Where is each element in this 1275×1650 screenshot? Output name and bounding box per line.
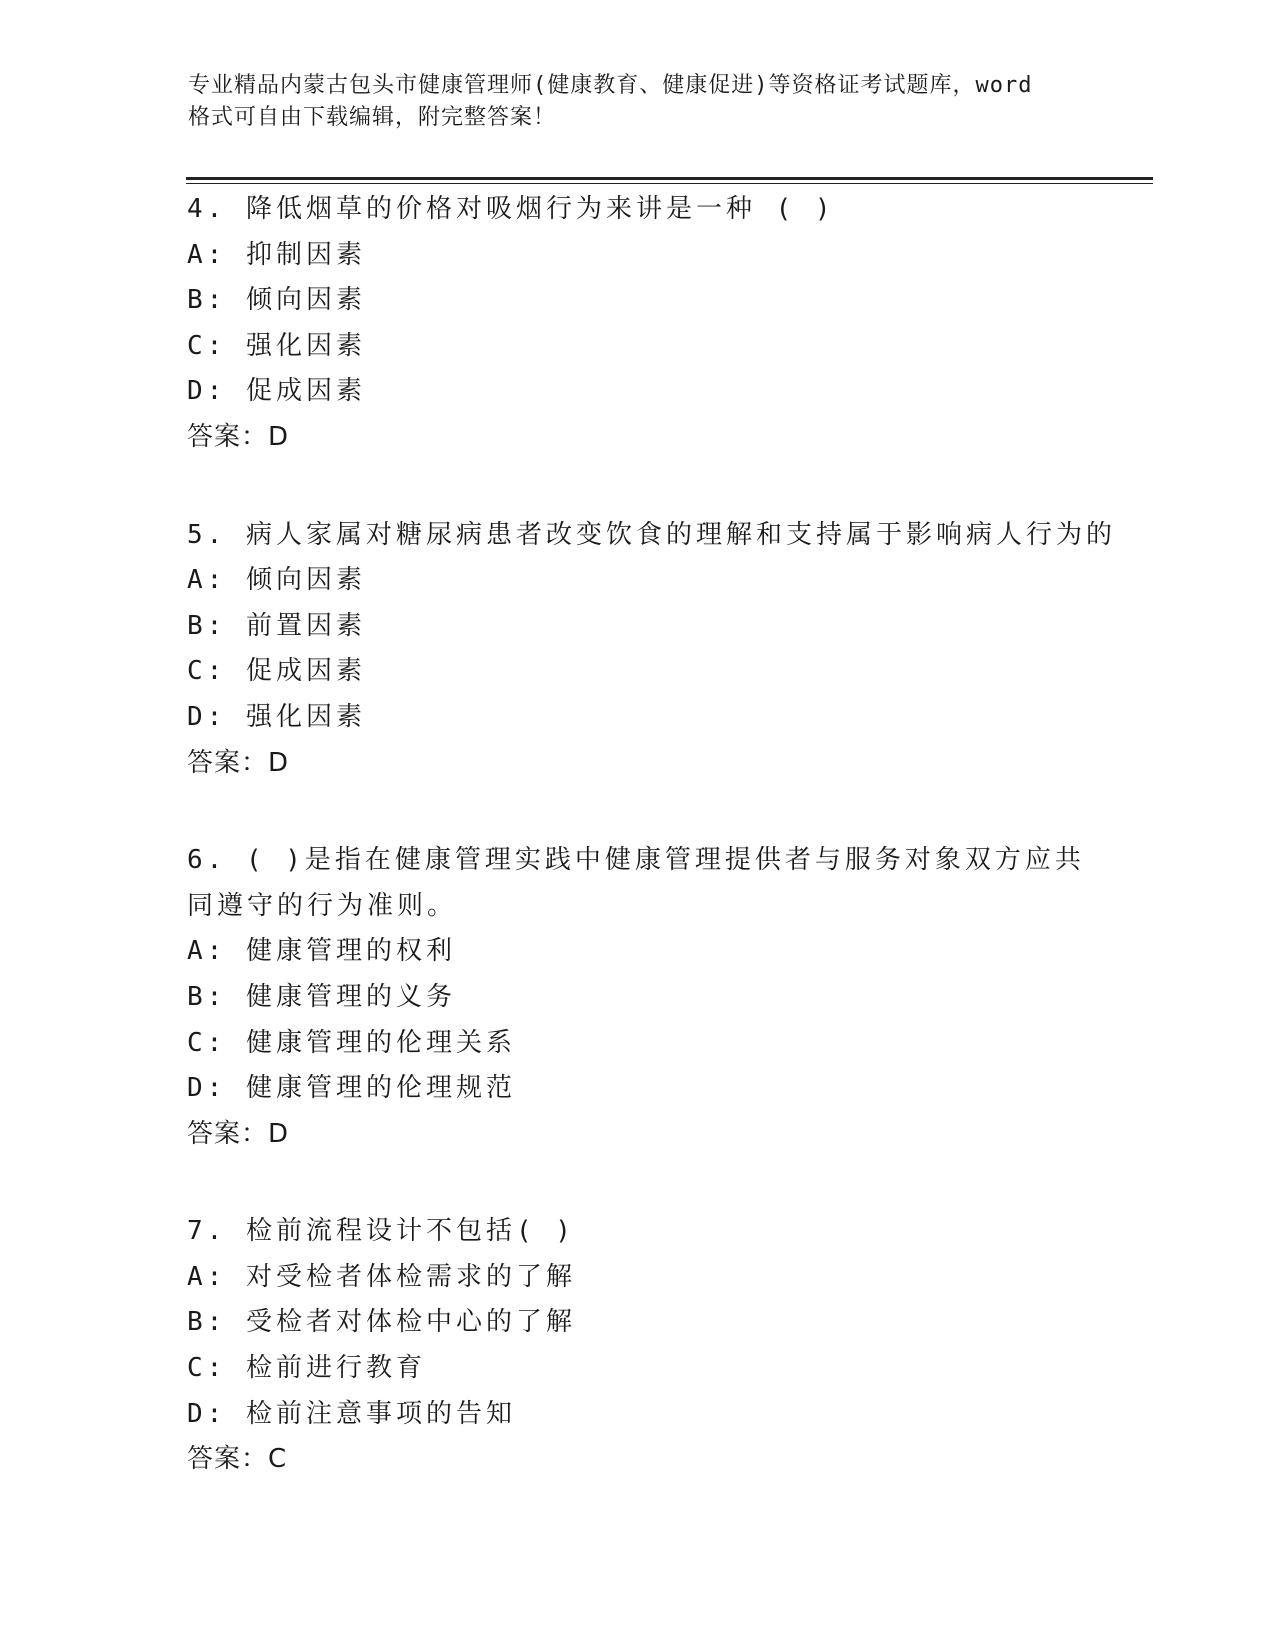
question-option: C: 强化因素 <box>187 330 366 361</box>
question-option: D: 强化因素 <box>187 701 366 732</box>
question-option: B: 受检者对体检中心的了解 <box>187 1307 576 1338</box>
question-stem: 4. 降低烟草的价格对吸烟行为来讲是一种 ( ) <box>187 194 835 224</box>
question-option: B: 倾向因素 <box>187 285 366 316</box>
question-option: A: 倾向因素 <box>187 565 366 596</box>
question-option: D: 健康管理的伦理规范 <box>187 1073 516 1104</box>
question-option: D: 检前注意事项的告知 <box>187 1398 516 1429</box>
question-stem: 6. ( )是指在健康管理实践中健康管理提供者与服务对象双方应共 <box>187 845 1085 876</box>
answer-line: 答案：D <box>187 421 290 452</box>
question-option: D: 促成因素 <box>187 376 366 407</box>
question-stem: 7. 检前流程设计不包括( ) <box>187 1216 575 1247</box>
answer-line: 答案：C <box>187 1444 288 1475</box>
header-divider-thin <box>186 183 1153 184</box>
question-block <box>187 513 1116 787</box>
question-list <box>187 187 1116 1483</box>
question-option: A: 抑制因素 <box>187 239 366 270</box>
header-divider-thick <box>186 177 1153 180</box>
question-block <box>187 838 1087 1157</box>
question-option: C: 检前进行教育 <box>187 1353 426 1384</box>
question-block <box>187 187 1087 461</box>
answer-line: 答案：D <box>187 1118 290 1149</box>
question-option: C: 健康管理的伦理关系 <box>187 1027 516 1058</box>
question-stem: 同遵守的行为准则。 <box>187 890 458 921</box>
header-line-2: 格式可自由下载编辑，附完整答案！ <box>188 105 557 130</box>
question-stem: 5. 病人家属对糖尿病患者改变饮食的理解和支持属于影响病人行为的 <box>187 519 1116 550</box>
question-option: A: 健康管理的权利 <box>187 936 456 967</box>
answer-line: 答案：D <box>187 747 290 778</box>
question-option: B: 健康管理的义务 <box>187 981 456 1012</box>
question-option: A: 对受检者体检需求的了解 <box>187 1261 576 1292</box>
document-header <box>188 70 1108 134</box>
header-line-1: 专业精品内蒙古包头市健康管理师(健康教育、健康促进)等资格证考试题库，word <box>188 73 1033 98</box>
question-option: B: 前置因素 <box>187 610 366 641</box>
question-option: C: 促成因素 <box>187 656 366 687</box>
question-block <box>187 1209 1087 1483</box>
